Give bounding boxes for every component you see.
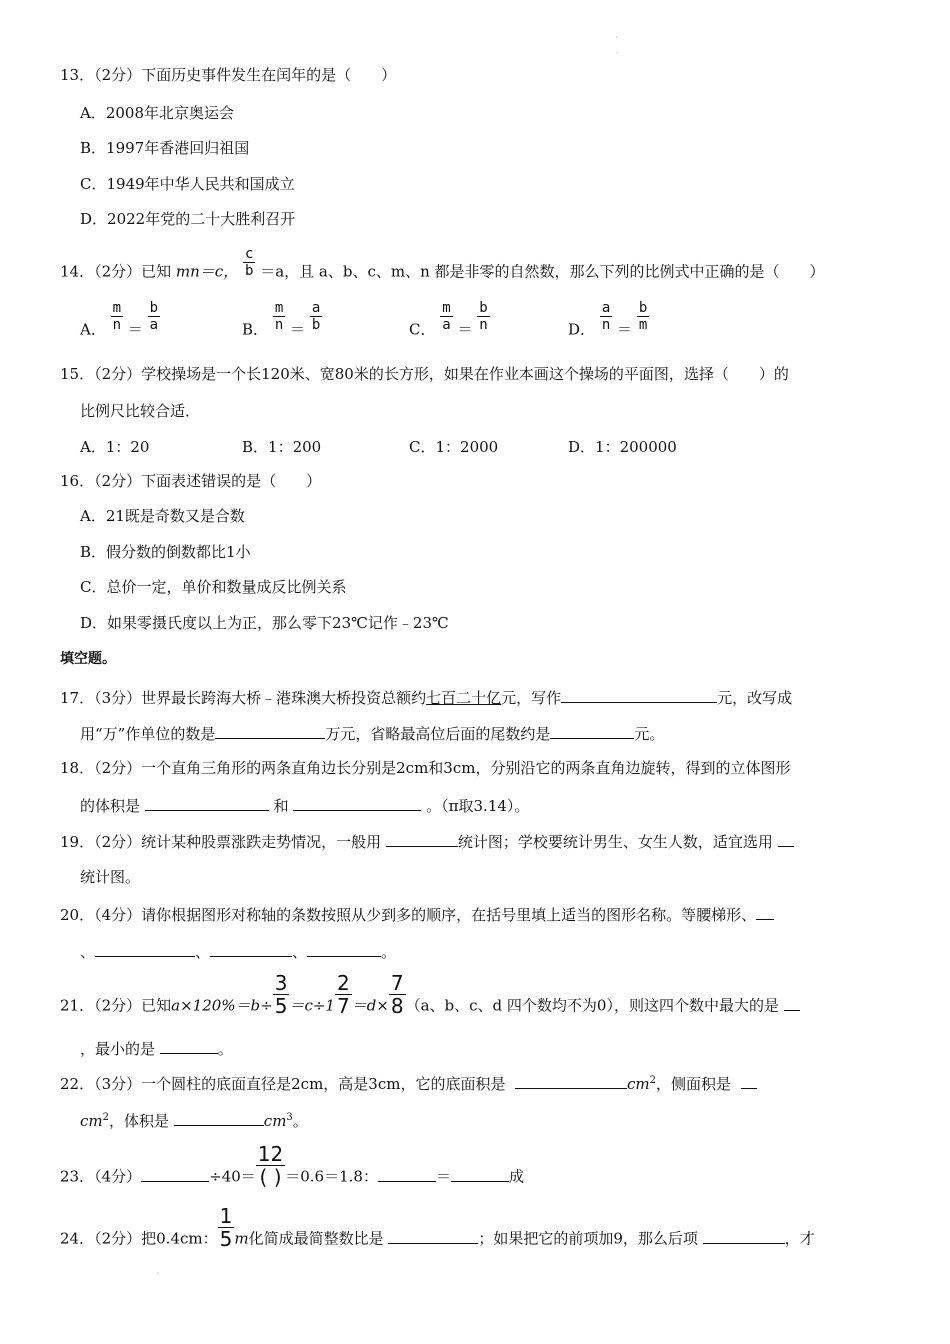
q24-text: ，才 [784,1229,815,1248]
answer-blank[interactable] [784,994,800,1011]
fraction [637,300,649,333]
scan-mark: ' [616,36,618,43]
question-16-option-d[interactable]: D．如果零摄氏度以上为正，那么零下23℃记作﹣23℃ [80,614,449,632]
equals-sign: ＝ [617,320,633,339]
q22-unit: cm [627,1075,650,1093]
fraction [440,300,452,333]
option-label: D． [568,320,596,339]
question-13-stem: 13．（2分）下面历史事件发生在闰年的是（ ） [60,66,397,84]
section-title: 填空题。 [60,651,116,667]
fraction-den: n [112,317,122,333]
answer-blank[interactable] [515,1072,627,1089]
answer-blank[interactable] [160,1037,218,1054]
answer-blank[interactable] [756,903,774,920]
q22-text: 22．（3分）一个圆柱的底面直径是2cm，高是3cm，它的底面积是 [60,1075,506,1093]
question-23-line1 [60,1143,524,1189]
q24-text: 化简成最简整数比是 [248,1229,384,1248]
q22-superscript: 3 [286,1112,293,1123]
answer-blank[interactable] [561,686,717,703]
question-17-line2 [80,722,664,744]
answer-blank[interactable] [141,1165,209,1182]
answer-blank[interactable] [174,1109,264,1126]
q24-text: 24．（2分）把0.4cm： [60,1229,218,1248]
question-18-line1: 18．（2分）一个直角三角形的两条直角边长分别是2cm和3cm，分别沿它的两条直角边旋转，得到的立体图形 [60,759,791,777]
fraction-num: b [638,300,648,316]
q14-fraction-den: b [245,263,254,279]
q17-text: 元，写作 [501,689,562,707]
question-16-option-a[interactable]: A．21既是奇数又是合数 [80,507,245,525]
q14-suffix: ＝a，且 a、b、c、m、n 都是非零的自然数，那么下列的比例式中正确的是（ ） [260,262,825,281]
question-21-line1 [60,972,800,1018]
q21-text: （a、b、c、d 四个数均不为0），则这四个数中最大的是 [405,996,779,1015]
question-14-option-a[interactable] [80,300,160,340]
fraction [256,1143,285,1188]
q23-text: ÷40＝ [209,1167,256,1186]
question-15-option-b[interactable]: B．1：200 [242,438,322,456]
q21-expr: ＝d× [351,996,389,1015]
fraction-den: n [601,317,611,333]
option-label: A． [80,320,106,339]
question-20-line1 [60,903,774,925]
question-14-options [80,300,880,346]
answer-blank[interactable] [95,940,195,957]
q22-superscript: 2 [102,1112,109,1123]
fraction [477,300,489,333]
question-13-option-b[interactable]: B．1997年香港回归祖国 [80,139,250,157]
fraction-den: 8 [390,994,404,1018]
q22-text: ，侧面积是 [656,1075,732,1093]
question-17-line1 [60,686,792,708]
q17-underlined-amount: 七百二十亿 [426,689,502,707]
fraction-num: 2 [336,971,350,995]
q17-text: 17．（3分）世界最长跨海大桥﹣港珠澳大桥投资总额约 [60,689,427,707]
q17-text: 元，改写成 [717,689,793,707]
scan-mark: . [616,48,618,55]
equals-sign: ＝ [457,320,473,339]
equals-sign: ＝ [127,320,143,339]
question-13-option-c[interactable]: C．1949年中华人民共和国成立 [80,175,295,193]
fraction [335,972,352,1017]
question-14-option-c[interactable] [409,300,490,340]
answer-blank[interactable] [741,1072,757,1089]
fraction-den: b [311,317,321,333]
question-14-option-d[interactable] [568,300,649,340]
question-16-option-b[interactable]: B．假分数的倒数都比1小 [80,543,251,561]
option-label: C． [409,320,436,339]
q20-sep: 、 [80,943,96,961]
question-13-option-a[interactable]: A．2008年北京奥运会 [80,104,235,122]
question-18-line2 [80,794,529,816]
q21-expr: a×120%＝b÷ [171,996,273,1015]
q21-text: 21．（2分）已知 [60,996,172,1015]
q18-text: 。（π取3.14）。 [426,797,530,815]
fraction-num: m [274,300,284,316]
scan-mark: : [157,1270,160,1277]
q20-sep: 、 [195,943,211,961]
fraction-den: m [638,317,648,333]
fraction [389,972,406,1017]
question-22-line1 [60,1071,757,1094]
question-16-stem: 16．（2分）下面表述错误的是（ ） [60,472,322,490]
q20-sep: 、 [292,943,308,961]
q21-text: 。 [217,1040,233,1058]
question-21-line2 [80,1037,233,1059]
fraction-den: n [274,317,284,333]
fraction [273,300,285,333]
q17-text: 元。 [634,725,665,743]
equals-sign: ＝ [290,320,306,339]
q22-superscript: 2 [649,1075,657,1086]
fraction-num: m [442,300,451,316]
fraction-den: a [442,317,451,333]
q14-fraction-num: c [245,246,254,262]
question-19-line2: 统计图。 [80,868,141,886]
question-15-option-c[interactable]: C．1：2000 [409,438,499,456]
fraction-num: m [112,300,122,316]
question-15-stem: 15．（2分）学校操场是一个长120米、宽80米的长方形，如果在作业本画这个操场的平面图，选择（ ）的 [60,365,789,383]
question-15-option-d[interactable]: D．1：200000 [568,438,677,456]
fraction [310,300,322,333]
fraction-den: 5 [274,994,288,1018]
q20-text: 20．（4分）请你根据图形对称轴的条数按照从少到多的顺序，在括号里填上适当的图形名称。等腰梯形、 [60,906,757,924]
q22-text: 。 [292,1112,308,1130]
question-14-option-b[interactable] [242,300,322,340]
question-24-line1 [60,1205,815,1251]
question-15-stem-cont: 比例尺比较合适． [80,402,201,420]
question-16-option-c[interactable]: C．总价一定，单价和数量成反比例关系 [80,578,347,596]
q17-text: 万元，省略最高位后面的尾数约是 [325,725,551,743]
answer-blank[interactable] [550,722,634,739]
answer-blank[interactable] [145,794,269,811]
answer-blank[interactable] [307,940,381,957]
answer-blank[interactable] [388,1227,478,1244]
answer-blank[interactable] [778,830,794,847]
fraction-den: 7 [336,994,350,1018]
q21-expr: ＝c÷1 [289,996,335,1015]
fraction-num: a [311,300,321,316]
q24-unit: m [234,1229,249,1248]
q23-text: 成 [508,1167,524,1186]
option-label: B． [242,320,269,339]
q19-text: 19．（2分）统计某种股票涨跌走势情况，一般用 [60,833,382,851]
q14-prefix: 14．（2分）已知 [60,262,172,281]
fraction-num: a [601,300,611,316]
fraction-num: b [479,300,488,316]
answer-blank[interactable] [451,1165,509,1182]
fraction [148,300,160,333]
question-13-option-d[interactable]: D．2022年党的二十大胜利召开 [80,210,296,228]
q18-text: 的体积是 [80,797,141,815]
q23-text: 23．（4分） [60,1167,142,1186]
q17-text: 用“万”作单位的数是 [80,725,216,743]
fraction-den: ( ) [259,1165,282,1189]
question-14-stem [60,246,825,282]
answer-blank[interactable] [378,1165,436,1182]
question-19-line1 [60,830,794,852]
fraction-num: 7 [390,971,404,995]
fraction-den: 5 [219,1227,233,1251]
fraction [111,300,123,333]
fraction [600,300,612,333]
fraction [273,972,290,1017]
q20-end: 。 [381,943,397,961]
fraction-den: n [479,317,488,333]
answer-blank[interactable] [215,722,325,739]
q22-text: ，体积是 [109,1112,170,1130]
answer-blank[interactable] [386,830,458,847]
fraction-num: 3 [274,971,288,995]
q23-text: ＝ [435,1167,451,1186]
q22-unit: cm [263,1112,287,1130]
fraction-num: 12 [257,1142,284,1166]
fraction-den: a [149,317,159,333]
question-22-line2 [80,1108,308,1131]
q22-unit: cm [80,1112,103,1130]
answer-blank[interactable] [703,1227,785,1244]
q14-fraction [243,246,255,279]
q14-mn: mn＝c， [175,262,239,281]
q23-text: ＝0.6＝1.8： [285,1167,378,1186]
fraction-num: 1 [219,1204,233,1228]
q19-text: 统计图；学校要统计男生、女生人数，适宜选用 [457,833,773,851]
q18-text: 和 [273,797,289,815]
answer-blank[interactable] [293,794,421,811]
q24-text: ；如果把它的前项加9，那么后项 [478,1229,698,1248]
answer-blank[interactable] [210,940,292,957]
fraction-num: b [149,300,159,316]
fraction [218,1205,235,1250]
question-15-option-a[interactable]: A．1：20 [80,438,150,456]
question-20-line2 [80,940,396,962]
q21-text: ，最小的是 [80,1040,156,1058]
